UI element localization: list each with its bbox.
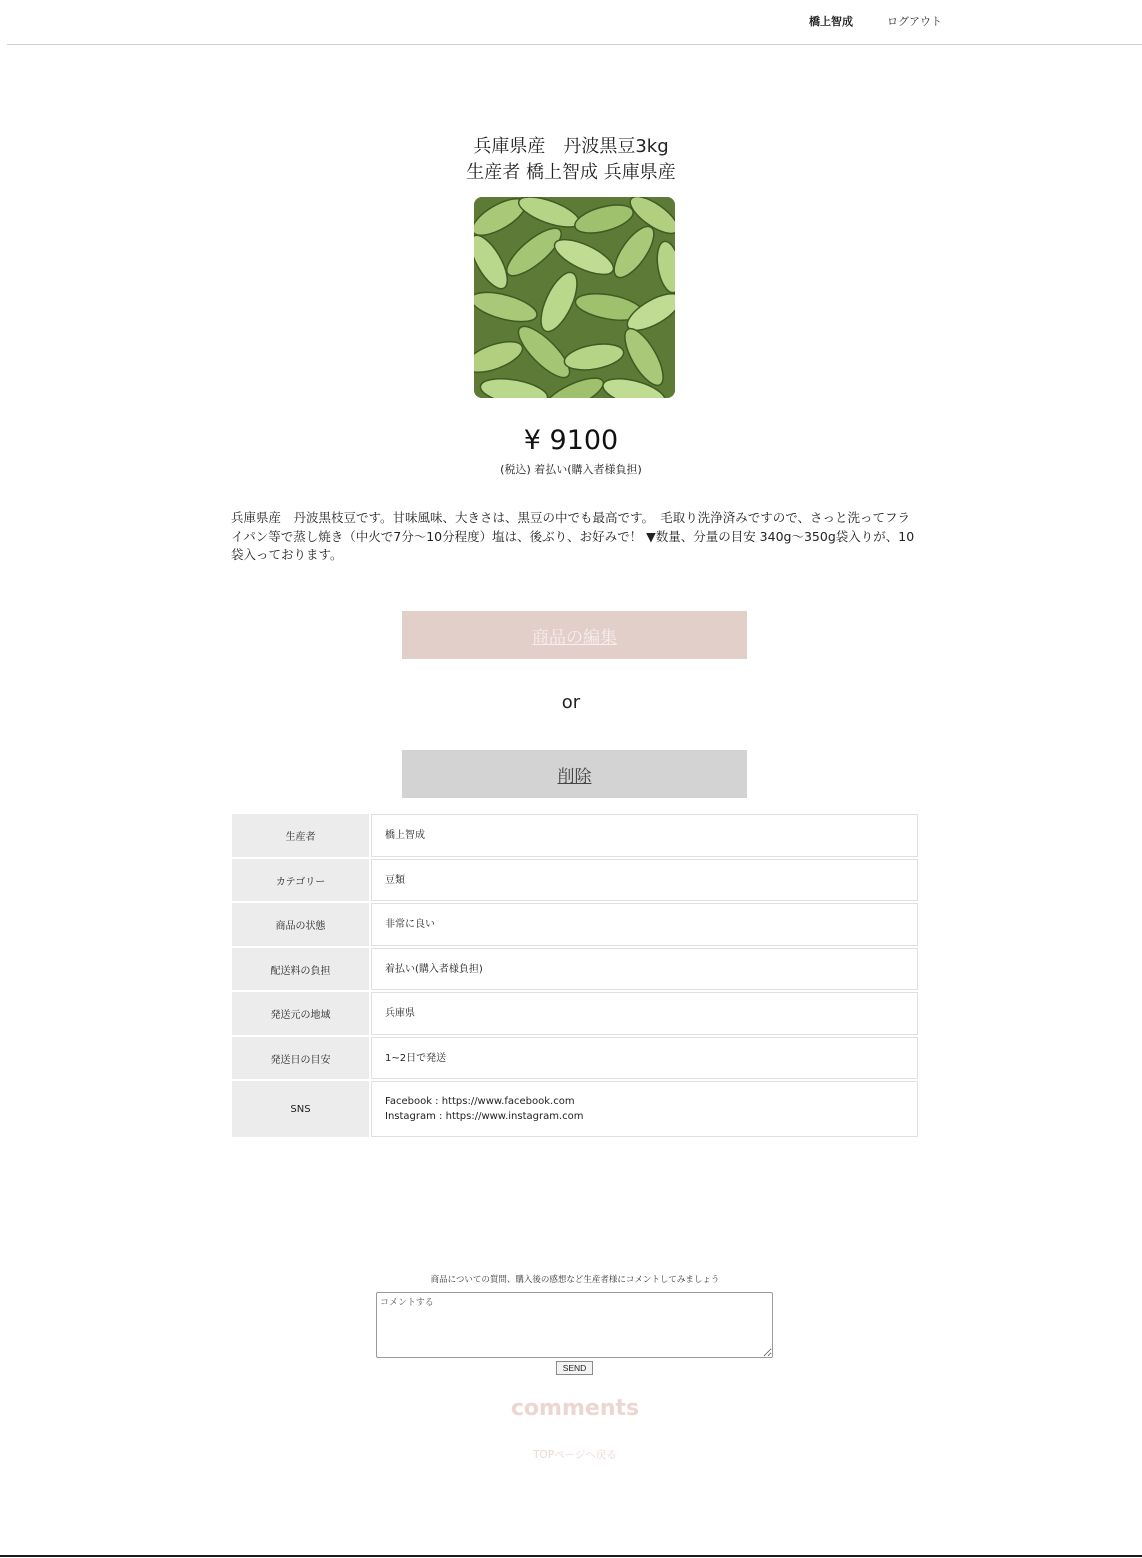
logout-link[interactable]: ログアウト xyxy=(887,15,942,28)
edit-product-button[interactable]: 商品の編集 xyxy=(402,611,747,659)
spec-label: 生産者 xyxy=(232,814,369,857)
delete-product-button[interactable]: 削除 xyxy=(402,750,747,798)
spec-label: カテゴリー xyxy=(232,859,369,901)
spec-value xyxy=(371,1081,918,1137)
spec-value xyxy=(371,903,918,946)
spec-value-text: 橋上智成 xyxy=(385,830,425,841)
product-description: 兵庫県産 丹波黒枝豆です。甘味風味、大きさは、黒豆の中でも最高です。 毛取り洗浄済みですので、さっと洗ってフライパン等で蒸し焼き（中火で7分〜10分程度）塩は、後ぶり、お好みで！ ▼数量、分量の目安 340g〜350g袋入りが、10袋入っております。 xyxy=(231,510,915,562)
spec-value xyxy=(371,1037,918,1079)
spec-value xyxy=(371,948,918,990)
spec-value xyxy=(371,992,918,1035)
comment-input[interactable] xyxy=(376,1292,773,1358)
spec-label: 商品の状態 xyxy=(232,903,369,946)
comment-hint: 商品についての質問、購入後の感想など生産者様にコメントしてみましょう xyxy=(430,1275,720,1285)
spec-value-text: 1~2日で発送 xyxy=(385,1052,447,1064)
spec-value xyxy=(371,859,918,901)
spec-value-text: 兵庫県 xyxy=(385,1008,415,1019)
spec-value-text: 豆類 xyxy=(385,874,405,886)
spec-row xyxy=(232,903,918,946)
send-button[interactable]: SEND xyxy=(556,1361,593,1375)
product-title: 兵庫県産 丹波黒豆3kg xyxy=(473,136,669,157)
spec-row xyxy=(232,992,918,1035)
spec-label: 配送料の負担 xyxy=(232,948,369,990)
spec-row xyxy=(232,814,918,857)
user-name-link[interactable]: 橋上智成 xyxy=(809,15,853,28)
spec-row xyxy=(232,859,918,901)
or-separator: or xyxy=(561,692,581,713)
page-bottom-divider xyxy=(0,1555,1142,1557)
top-nav xyxy=(7,0,1142,45)
spec-value xyxy=(371,814,918,857)
spec-label: 発送日の目安 xyxy=(232,1037,369,1079)
spec-row xyxy=(232,948,918,990)
edamame-photo xyxy=(474,197,675,398)
instagram-link[interactable]: Instagram : https://www.instagram.com xyxy=(385,1111,584,1122)
price-note: (税込) 着払い(購入者様負担) xyxy=(500,463,642,476)
spec-row xyxy=(232,1081,918,1137)
comments-heading: comments xyxy=(510,1396,640,1421)
facebook-link[interactable]: Facebook : https://www.facebook.com xyxy=(385,1096,575,1107)
spec-row xyxy=(232,1037,918,1079)
back-to-top-link[interactable]: TOPページへ戻る xyxy=(533,1449,617,1461)
product-image xyxy=(474,197,675,398)
spec-value-text: 着払い(購入者様負担) xyxy=(385,963,483,975)
spec-label: SNS xyxy=(232,1081,369,1137)
product-price: ¥ 9100 xyxy=(523,425,619,456)
product-subtitle: 生産者 橋上智成 兵庫県産 xyxy=(466,162,676,183)
spec-label: 発送元の地域 xyxy=(232,992,369,1035)
spec-value-text: 非常に良い xyxy=(385,919,435,930)
